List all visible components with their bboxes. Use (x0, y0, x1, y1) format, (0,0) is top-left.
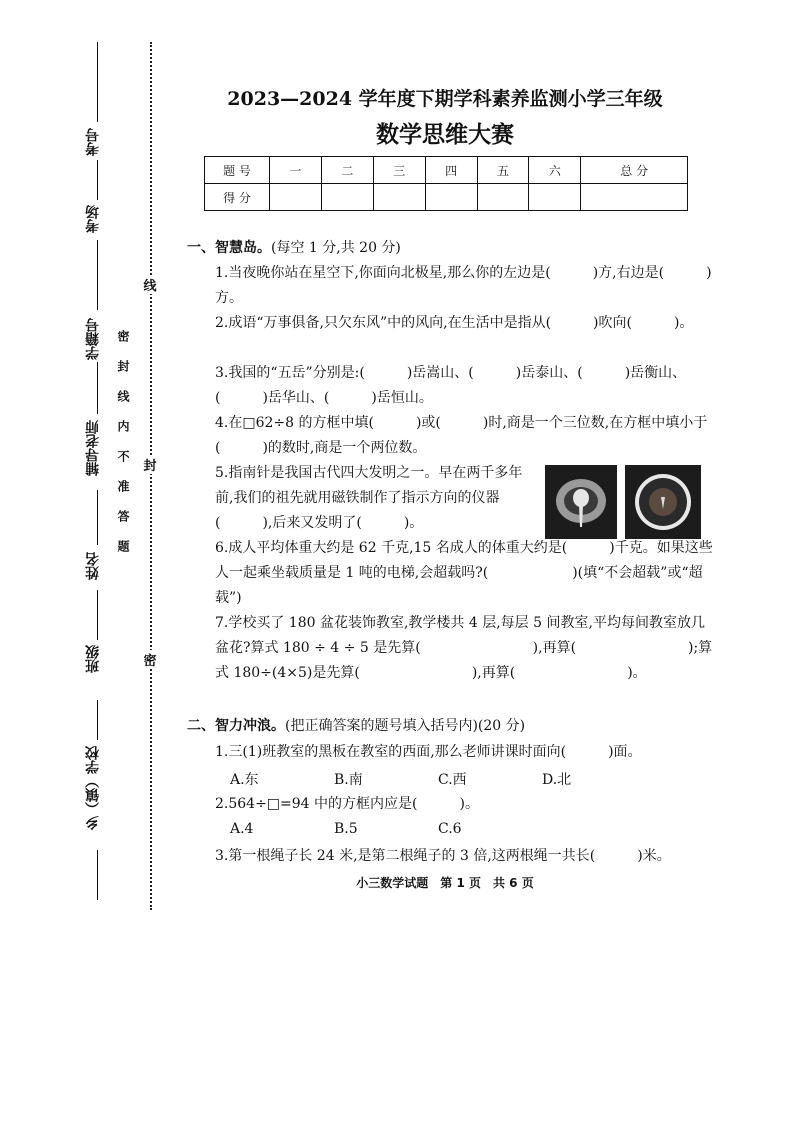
score-cell-5: 五 (477, 157, 529, 184)
seal-char-feng: 封 (143, 455, 157, 474)
score-table-header-row (205, 157, 688, 184)
question-1-6: 6.成人平均体重大约是 62 千克,15 名成人的体重大约是( )千克。如果这些人一起乘坐载质量是 1 吨的电梯,会超载吗?( )(填“不会超载”或“超载”) (215, 540, 713, 606)
field-label-fudao: 辅导老师 (85, 420, 101, 476)
exam-title-line2: 数学思维大赛 (376, 122, 514, 148)
score-input-1 (270, 184, 322, 211)
question-1-4: 4.在□62÷8 的方框中填( )或( )时,商是一个三位数,在方框中填小于( )的数时,商是一个两位数。 (215, 415, 708, 456)
option-c: C.6 (438, 821, 462, 837)
section2-note: (把正确答案的题号填入括号内)(20 分) (285, 718, 526, 734)
field-line-banji (97, 590, 98, 640)
score-row-label: 得 分 (205, 184, 270, 211)
field-line-fudao (97, 362, 98, 414)
score-cell-4: 四 (425, 157, 477, 184)
field-label-xingming: 姓名 (85, 552, 101, 580)
field-label-xuejihao: 学籍号 (85, 318, 101, 360)
question-1-7: 7.学校买了 180 盆花装饰教室,教学楼共 4 层,每层 5 间教室,平均每间教室放几盆花?算式 180 ÷ 4 ÷ 5 是先算( ),再算( );算式 180÷(4×5)是先算( ),再算( )。 (215, 615, 713, 681)
field-label-xuexiao: 乡（镇）学校 (85, 746, 101, 830)
field-line-kaohao (97, 42, 98, 122)
score-input-2 (321, 184, 373, 211)
question-1-3: 3.我国的“五岳”分别是:( )岳嵩山、( )岳泰山、( )岳衡山、( )岳华山、( )岳恒山。 (215, 365, 687, 406)
question-2-2-options (230, 821, 542, 837)
score-cell-1: 一 (270, 157, 322, 184)
field-label-kaochang: 考场 (85, 205, 101, 233)
compass-photo-1 (545, 465, 617, 539)
score-input-total (581, 184, 688, 211)
question-1-1: 1.当夜晚你站在星空下,你面向北极星,那么你的左边是( )方,右边是( )方。 (215, 265, 712, 306)
section1-heading (187, 236, 717, 261)
score-cell-3: 三 (373, 157, 425, 184)
option-d: D.北 (542, 772, 572, 788)
exam-title-line1: 2023—2024 学年度下期学科素养监测小学三年级 (227, 88, 663, 110)
compass-photo-2 (625, 465, 701, 539)
field-line-xuexiao (97, 700, 98, 740)
sinan-spoon-icon (545, 465, 617, 539)
field-line-xiang (97, 850, 98, 900)
question-2-2: 2.564÷□=94 中的方框内应是( )。 (215, 796, 479, 812)
seal-char-mi: 密 (143, 650, 157, 669)
seal-dotted-line (150, 42, 152, 910)
option-a: A.4 (230, 821, 254, 837)
compass-disc-icon (625, 465, 701, 539)
field-label-kaohao: 考号 (85, 128, 101, 156)
field-line-xingming (97, 490, 98, 545)
section1-title: 一、智慧岛。 (187, 240, 271, 256)
option-a: A.东 (230, 772, 259, 788)
question-1-2: 2.成语“万事俱备,只欠东风”中的风向,在生活中是指从( )吹向( )。 (215, 315, 694, 331)
question-1-5: 5.指南针是我国古代四大发明之一。早在两千多年前,我们的祖先就用磁铁制作了指示方向的仪器( ),后来又发明了( )。 (215, 465, 523, 531)
score-cell-6: 六 (529, 157, 581, 184)
field-line-xuejihao (97, 240, 98, 310)
seal-char-xian: 线 (143, 275, 157, 294)
score-input-3 (373, 184, 425, 211)
score-cell-total: 总 分 (581, 157, 688, 184)
score-cell-label: 题 号 (205, 157, 270, 184)
score-input-4 (425, 184, 477, 211)
score-table (204, 156, 688, 211)
question-2-1: 1.三(1)班教室的黑板在教室的西面,那么老师讲课时面向( )面。 (215, 744, 642, 760)
page-footer: 小三数学试题 第 1 页 共 6 页 (356, 876, 534, 890)
score-input-6 (529, 184, 581, 211)
section1-note: (每空 1 分,共 20 分) (271, 240, 401, 256)
option-b: B.南 (334, 772, 363, 788)
section2-title: 二、智力冲浪。 (187, 718, 285, 734)
question-2-3: 3.第一根绳子长 24 米,是第二根绳子的 3 倍,这两根绳一共长( )米。 (215, 848, 671, 864)
score-table-score-row (205, 184, 688, 211)
field-line-kaochang (97, 160, 98, 200)
option-b: B.5 (334, 821, 358, 837)
score-input-5 (477, 184, 529, 211)
question-2-1-options (230, 769, 646, 789)
score-cell-2: 二 (321, 157, 373, 184)
section2-heading (187, 714, 717, 739)
seal-warning: 密封线内不准答题 (116, 330, 130, 570)
option-c: C.西 (438, 772, 467, 788)
field-label-banji: 班级 (85, 645, 101, 673)
